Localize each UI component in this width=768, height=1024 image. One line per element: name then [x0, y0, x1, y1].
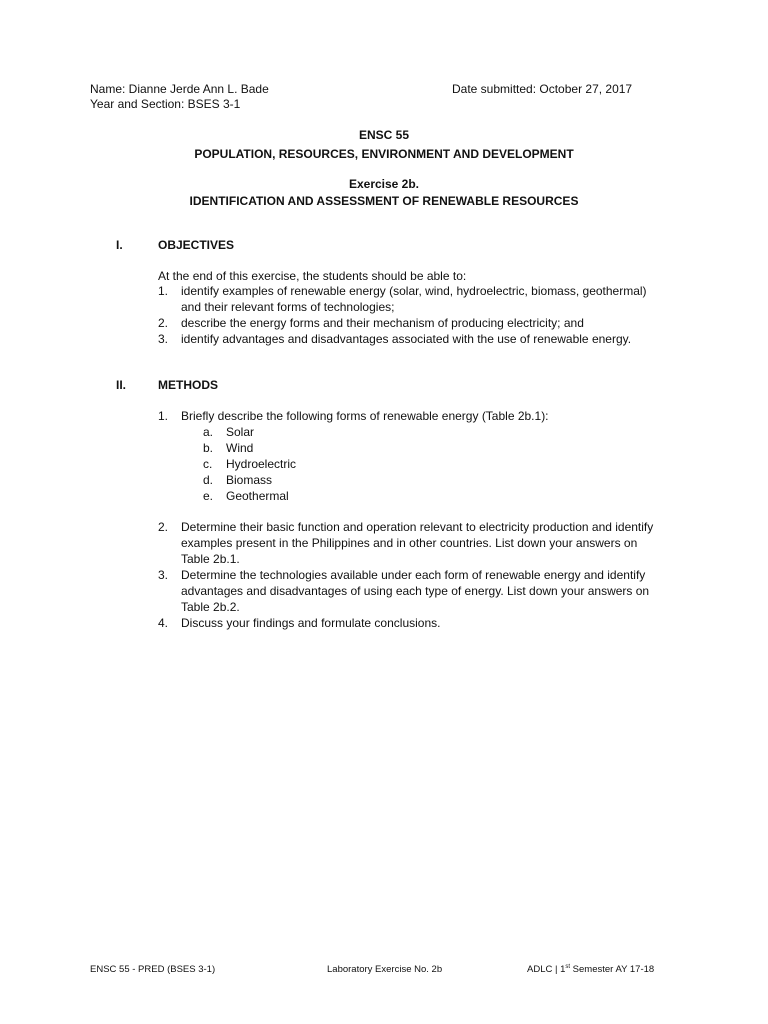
method-text-line: examples present in the Philippines and in other countries. List down your answers on — [181, 536, 638, 550]
footer-exercise: Laboratory Exercise No. 2b — [327, 964, 443, 975]
footer-semester-suffix: Semester AY 17-18 — [570, 964, 655, 975]
energy-form-letter: a. — [203, 425, 214, 439]
method-text-line: Determine the technologies available under each form of renewable energy and identify — [181, 568, 646, 582]
energy-form-label: Solar — [226, 425, 255, 439]
method-text-line: Table 2b.1. — [181, 552, 240, 566]
energy-form-letter: b. — [203, 441, 214, 455]
methods-heading: METHODS — [158, 378, 218, 392]
energy-form-letter: c. — [203, 457, 213, 471]
energy-form-letter: d. — [203, 473, 214, 487]
year-section: Year and Section: BSES 3-1 — [90, 97, 241, 111]
footer-semester — [527, 964, 654, 976]
objective-number: 1. — [158, 284, 169, 298]
method-number: 4. — [158, 616, 169, 630]
date-submitted: Date submitted: October 27, 2017 — [452, 82, 633, 96]
objective-number: 2. — [158, 316, 169, 330]
method-text-line: Determine their basic function and operation relevant to electricity production and identify — [181, 520, 654, 534]
energy-form-label: Biomass — [226, 473, 273, 487]
objective-text-line: describe the energy forms and their mechanism of producing electricity; and — [181, 316, 584, 330]
method-text-line: Discuss your findings and formulate conclusions. — [181, 616, 441, 630]
objectives-numeral: I. — [116, 238, 123, 252]
footer-semester-ordinal: st — [565, 964, 571, 970]
method-number: 2. — [158, 520, 169, 534]
method-number: 1. — [158, 409, 169, 423]
course-code: ENSC 55 — [358, 128, 410, 142]
objectives-intro: At the end of this exercise, the students should be able to: — [158, 269, 467, 283]
objectives-heading: OBJECTIVES — [158, 238, 235, 252]
footer-semester-prefix: ADLC | 1 — [527, 964, 566, 975]
method-text-line: advantages and disadvantages of using each type of energy. List down your answers on — [181, 584, 650, 598]
energy-form-label: Geothermal — [226, 489, 289, 503]
method-number: 3. — [158, 568, 169, 582]
student-name: Name: Dianne Jerde Ann L. Bade — [90, 82, 269, 96]
exercise-number: Exercise 2b. — [348, 177, 420, 191]
method-text-line: Briefly describe the following forms of renewable energy (Table 2b.1): — [181, 409, 549, 423]
exercise-title: IDENTIFICATION AND ASSESSMENT OF RENEWABLE RESOURCES — [189, 194, 579, 208]
methods-numeral: II. — [116, 378, 127, 392]
objective-text-line: identify advantages and disadvantages associated with the use of renewable energy. — [181, 332, 632, 346]
energy-form-label: Wind — [226, 441, 254, 455]
objective-text-line: identify examples of renewable energy (solar, wind, hydroelectric, biomass, geothermal) — [181, 284, 647, 298]
method-text-line: Table 2b.2. — [181, 600, 240, 614]
footer-course: ENSC 55 - PRED (BSES 3-1) — [90, 964, 216, 975]
objective-text-line: and their relevant forms of technologies; — [181, 300, 395, 314]
energy-form-letter: e. — [203, 489, 214, 503]
energy-form-label: Hydroelectric — [226, 457, 297, 471]
course-title: POPULATION, RESOURCES, ENVIRONMENT AND DEVELOPMENT — [194, 147, 574, 161]
objective-number: 3. — [158, 332, 169, 346]
